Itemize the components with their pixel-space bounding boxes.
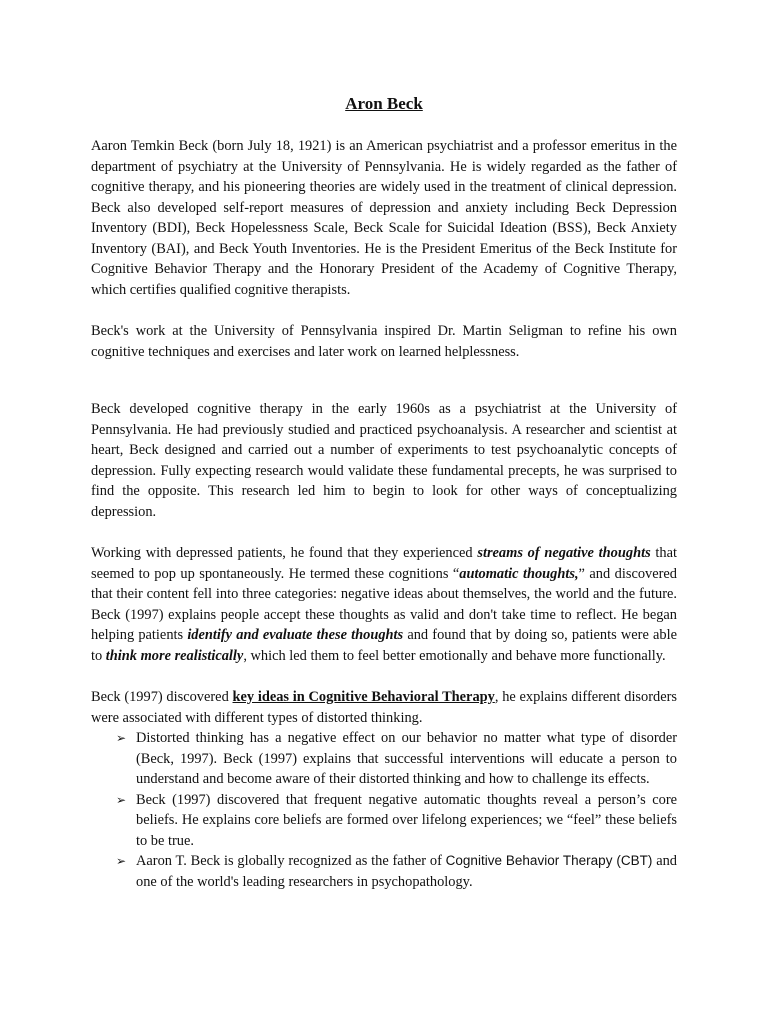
emphasis-streams-negative-thoughts: streams of negative thoughts xyxy=(477,545,651,561)
document-page xyxy=(91,92,677,892)
paragraph-cognitive-therapy: Beck developed cognitive therapy in the early 1960s as a psychiatrist at the University of Pennsylvania. He had previously studied and practiced psychoanalysis. A researcher and scientist at heart, Beck designed and carried out a number of experiments to test psychoanalytic concepts of depression. Fully expecting research would validate these fundamental precepts, he was surprised to find the opposite. This research led him to begin to look for other ways of conceptualizing depression. xyxy=(91,401,677,520)
paragraph-intro: Aaron Temkin Beck (born July 18, 1921) is an American psychiatrist and a professor emeritus in the department of psychiatry at the University of Pennsylvania. He is widely regarded as the father of cognitive therapy, and his pioneering theories are widely used in the treatment of clinical depression. Beck also developed self-report measures of depression and anxiety including Beck Depression Inventory (BDI), Beck Hopelessness Scale, Beck Scale for Suicidal Ideation (BSS), Beck Anxiety Inventory (BAI), and Beck Youth Inventories. He is the President Emeritus of the Beck Institute for Cognitive Behavior Therapy and the Honorary President of the Academy of Cognitive Therapy, which certifies qualified cognitive therapists. xyxy=(91,138,677,298)
paragraph-automatic-thoughts xyxy=(91,543,677,666)
text-segment: , which led them to feel better emotionally and behave more functionally. xyxy=(243,647,666,664)
arrow-bullet-icon: ➢ xyxy=(116,792,127,807)
cbt-term: Cognitive Behavior Therapy (CBT) xyxy=(445,853,653,868)
list-item xyxy=(91,790,677,852)
arrow-bullet-icon: ➢ xyxy=(116,731,127,745)
text-segment: that seemed to pop up spontaneously. He termed these cognitions “ xyxy=(91,545,677,582)
text-segment: Beck (1997) discovered xyxy=(91,689,233,705)
list-item xyxy=(91,851,677,892)
emphasis-automatic-thoughts: automatic thoughts, xyxy=(459,565,579,582)
text-segment: ” and discovered that their content fell into three categories: negative ideas about themselves, the world and the future. Beck (1997) explains people accept these thoughts as valid and don't take time to reflect. He began helping patients xyxy=(91,565,678,643)
bullet-text: Distorted thinking has a negative effect on our behavior no matter what type of disorder (Beck, 1997). Beck (1997) explains that successful interventions will educate a person to understand and become aware of their distorted thinking and how to challenge its effects. xyxy=(136,730,677,787)
bullet-list xyxy=(91,728,677,892)
key-ideas-heading: key ideas in Cognitive Behavioral Therapy xyxy=(232,689,495,705)
text-segment: Working with depressed patients, he found that they experienced xyxy=(91,545,478,561)
list-item xyxy=(91,728,677,790)
paragraph-key-ideas xyxy=(91,687,677,728)
paragraph-seligman: Beck's work at the University of Pennsylvania inspired Dr. Martin Seligman to refine his own cognitive techniques and exercises and later work on learned helplessness. xyxy=(91,323,677,360)
emphasis-think-realistically: think more realistically xyxy=(105,647,244,664)
text-segment: Aaron T. Beck is globally recognized as the father of xyxy=(136,853,446,869)
page-title: Aron Beck xyxy=(345,94,423,113)
text-segment: and found that by doing so, patients were able to xyxy=(91,627,677,664)
emphasis-identify-evaluate: identify and evaluate these thoughts xyxy=(187,627,404,643)
bullet-text: Beck (1997) discovered that frequent negative automatic thoughts reveal a person’s core beliefs. He explains core beliefs are formed over lifelong experiences; we “feel” these beliefs to be true. xyxy=(136,791,677,849)
bullet-text xyxy=(136,853,677,890)
text-segment: , he explains different disorders were associated with different types of distorted thinking. xyxy=(91,689,677,726)
arrow-bullet-icon: ➢ xyxy=(116,854,127,868)
text-segment: and one of the world's leading researchers in psychopathology. xyxy=(136,853,677,890)
